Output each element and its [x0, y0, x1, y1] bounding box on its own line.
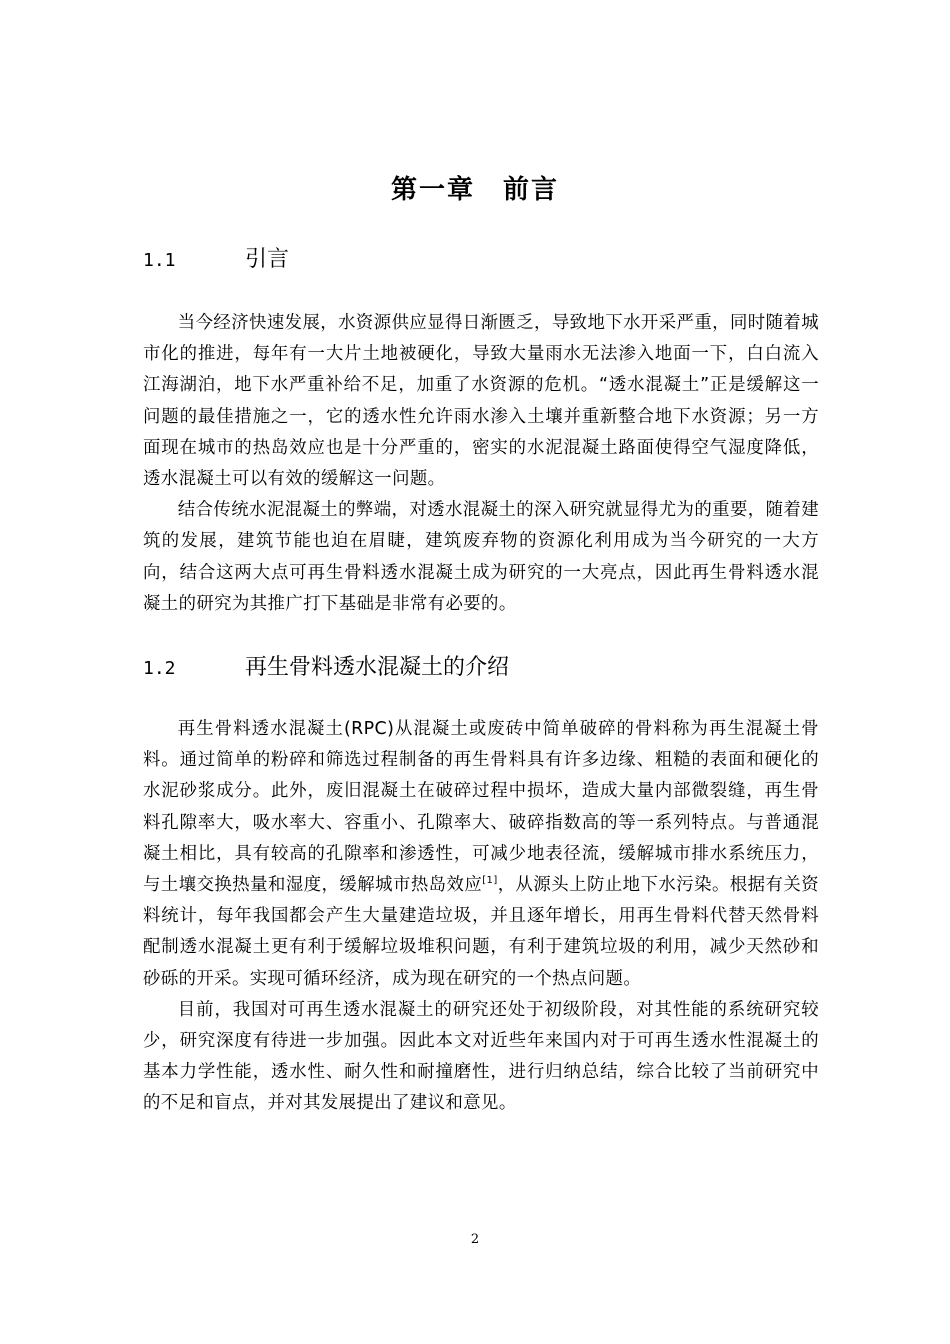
page-number: 2	[470, 1232, 480, 1247]
paragraph: 当今经济快速发展，水资源供应显得日渐匮乏，导致地下水开采严重，同时随着城市化的推进，每年有一大片土地被硬化，导致大量雨水无法渗入地面一下，白白流入江海湖泊，地下水严重补给不足，加重了水资源的危机。“透水混凝土”正是缓解这一问题的最佳措施之一，它的透水性允许雨水渗入土壤并重新整合地下水资源；另一方面现在城市的热岛效应也是十分严重的，密实的水泥混凝土路面使得空气湿度降低，透水混凝土可以有效的缓解这一问题。	[143, 313, 819, 490]
section-heading-1-1	[143, 242, 843, 278]
chapter-title: 第一章 前言	[390, 175, 559, 205]
section-1-2-body	[143, 714, 819, 1120]
paragraph-text: ，从源头上防止地下水污染。根据有关资料统计，每年我国都会产生大量建造垃圾，并且逐年增长，用再生骨料代替天然骨料配制透水混凝土更有利于缓解垃圾堆积问题，有利于建筑垃圾的利用，减少天然砂和砂砾的开采。实现可循环经济，成为现在研究的一个热点问题。	[143, 875, 820, 989]
section-number: 1.1	[143, 250, 176, 271]
paragraph: 结合传统水泥混凝土的弊端，对透水混凝土的深入研究就显得尤为的重要，随着建筑的发展，建筑节能也迫在眉睫，建筑废弃物的资源化利用成为当今研究的一大方向，结合这两大点可再生骨料透水混凝土成为研究的一大亮点，因此再生骨料透水混凝土的研究为其推广打下基础是非常有必要的。	[143, 500, 819, 614]
section-heading-1-2	[143, 650, 843, 686]
section-title: 引言	[245, 247, 290, 272]
section-number: 1.2	[143, 658, 176, 679]
section-1-1-body	[143, 308, 819, 620]
citation-reference[interactable]: [1]	[482, 875, 498, 887]
paragraph: 目前，我国对可再生透水混凝土的研究还处于初级阶段，对其性能的系统研究较少，研究深度有待进一步加强。因此本文对近些年来国内对于可再生透水性混凝土的基本力学性能，透水性、耐久性和耐撞磨性，进行归纳总结，综合比较了当前研究中的不足和盲点，并对其发展提出了建议和意见。	[143, 999, 819, 1114]
paragraph	[143, 714, 819, 995]
section-title: 再生骨料透水混凝土的介绍	[245, 655, 510, 680]
paragraph-text: 再生骨料透水混凝土(RPC)从混凝土或废砖中简单破碎的骨料称为再生混凝土骨料。通过简单的粉碎和筛选过程制备的再生骨料具有许多边缘、粗糙的表面和硬化的水泥砂浆成分。此外，废旧混凝土在破碎过程中损坏，造成大量内部微裂缝，再生骨料孔隙率大，吸水率大、容重小、孔隙率大、破碎指数高的等一系列特点。与普通混凝土相比，具有较高的孔隙率和渗透性，可减少地表径流，缓解城市排水系统压力，与土壤交换热量和湿度，缓解城市热岛效应	[143, 719, 819, 896]
